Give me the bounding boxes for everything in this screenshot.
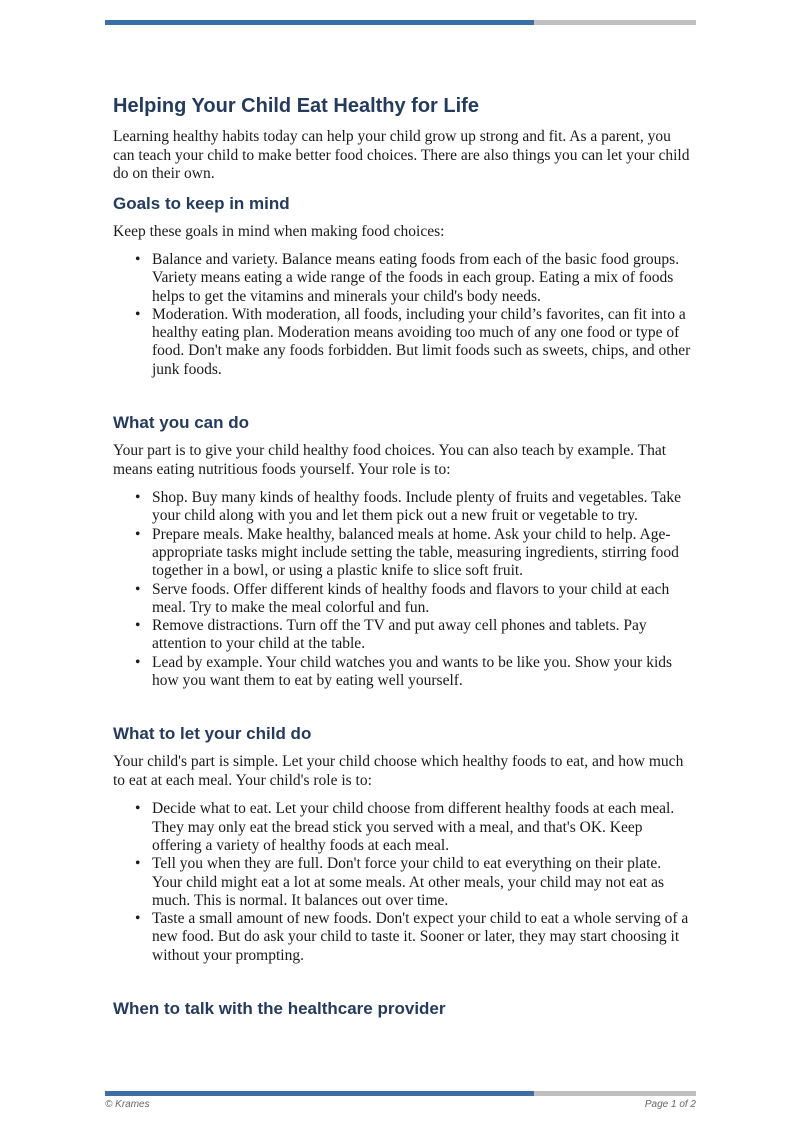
footer-rule-accent xyxy=(105,1091,534,1096)
header-rule-gray xyxy=(534,20,696,25)
list-item: • Lead by example. Your child watches you and wants to be like you. Show your kids how you want them to eat by eating well yourself. xyxy=(135,654,693,691)
header-rule-accent xyxy=(105,20,534,25)
page-number: Page 1 of 2 xyxy=(644,1099,696,1110)
list-item: • Serve foods. Offer different kinds of healthy foods and flavors to your child at each meal. Try to make the meal colorful and fun. xyxy=(135,581,693,618)
list-item: • Remove distractions. Turn off the TV and put away cell phones and tablets. Pay attention to your child at the table. xyxy=(135,617,693,654)
list-item: • Balance and variety. Balance means eating foods from each of the basic food groups. Variety means eating a wide range of the foods in each group. Eating a mix of foods helps to get the vitamins and minerals your child's body needs. xyxy=(135,251,693,306)
list-item: • Moderation. With moderation, all foods, including your child’s favorites, can fit into a healthy eating plan. Moderation means avoiding too much of any one food or type of food. Don't make any foods forbidden. But limit foods such as sweets, chips, and other junk foods. xyxy=(135,306,693,379)
page-footer xyxy=(105,1099,696,1110)
can-do-lead: Your part is to give your child healthy food choices. You can also teach by example. That means eating nutritious foods yourself. Your role is to: xyxy=(113,442,667,478)
section-heading-child-do: What to let your child do xyxy=(113,724,312,744)
footer-rule xyxy=(105,1091,696,1096)
copyright-text: © Krames xyxy=(105,1099,150,1110)
footer-rule-gray xyxy=(534,1091,696,1096)
document-body xyxy=(113,94,693,1019)
goals-lead: Keep these goals in mind when making food choices: xyxy=(113,222,445,240)
list-item: • Taste a small amount of new foods. Don't expect your child to eat a whole serving of a new food. But do ask your child to taste it. Sooner or later, they may start choosing it without your prompting. xyxy=(135,910,693,965)
section-heading-goals: Goals to keep in mind xyxy=(113,193,290,213)
page-title: Helping Your Child Eat Healthy for Life xyxy=(113,95,479,117)
can-do-list xyxy=(135,489,693,690)
intro-paragraph: Learning healthy habits today can help your child grow up strong and fit. As a parent, you can teach your child to make better food choices. There are also things you can let your child do on their own. xyxy=(113,128,690,182)
section-heading-provider: When to talk with the healthcare provider xyxy=(113,999,446,1019)
goals-list xyxy=(135,251,693,379)
child-do-list xyxy=(135,800,693,965)
list-item: • Shop. Buy many kinds of healthy foods. Include plenty of fruits and vegetables. Take your child along with you and let them pick out a new fruit or vegetable to try. xyxy=(135,489,693,526)
child-do-lead: Your child's part is simple. Let your child choose which healthy foods to eat, and how much to eat at each meal. Your child's role is to: xyxy=(113,753,684,789)
list-item: • Tell you when they are full. Don't force your child to eat everything on their plate. Your child might eat a lot at some meals. At other meals, your child may not eat as much. This is normal. It balances out over time. xyxy=(135,855,693,910)
list-item: • Decide what to eat. Let your child choose from different healthy foods at each meal. They may only eat the bread stick you served with a meal, and that's OK. Keep offering a variety of healthy foods at each meal. xyxy=(135,800,693,855)
header-rule xyxy=(105,20,696,25)
list-item: • Prepare meals. Make healthy, balanced meals at home. Ask your child to help. Age-appropriate tasks might include setting the table, measuring ingredients, stirring food together in a bowl, or using a plastic knife to slice soft fruit. xyxy=(135,526,693,581)
section-heading-can-do: What you can do xyxy=(113,413,249,433)
